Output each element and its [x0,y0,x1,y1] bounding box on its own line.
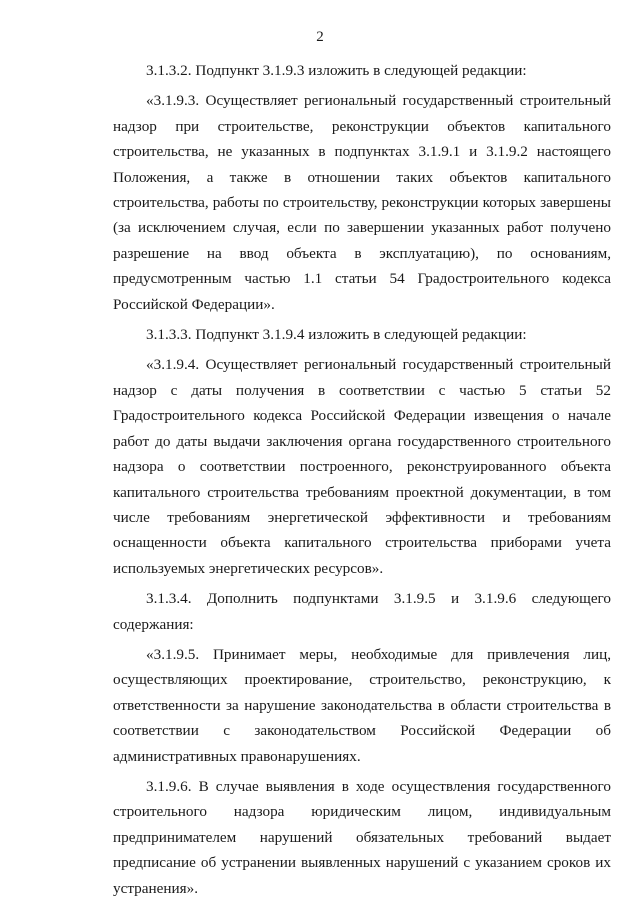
paragraph-3-1-3-2: 3.1.3.2. Подпункт 3.1.9.3 изложить в следующей редакции: [146,62,527,79]
paragraph-3-1-9-5: «3.1.9.5. Принимает меры, необходимые для привлечения лиц, осуществляющих проектирование, строительство, реконструкцию, к ответственности за нарушение законодательства в области строительства в соответствии с законодательством Российской Федерации об административных правонарушениях. [113,645,611,765]
document-body [113,58,611,901]
paragraph-3-1-3-4: 3.1.3.4. Дополнить подпунктами 3.1.9.5 и 3.1.9.6 следующего содержания: [113,590,611,633]
paragraph-3-1-3-3: 3.1.3.3. Подпункт 3.1.9.4 изложить в следующей редакции: [146,326,527,344]
paragraph-3-1-9-6: 3.1.9.6. В случае выявления в ходе осуществления государственного строительного надзора юридическим лицом, индивидуальным предпринимателем нарушений обязательных требований выдает предписание об устранении выявленных нарушений с указанием сроков их устранения». [113,777,611,897]
page-number: 2 [316,29,324,45]
paragraph-3-1-9-4: «3.1.9.4. Осуществляет региональный государственный строительный надзор с даты получения в соответствии с частью 5 статьи 52 Градостроительного кодекса Российской Федерации извещения о начале работ до даты выдачи заключения органа государственного строительного надзора о соответствии построенного, реконструированного объекта капитального строительства требованиям проектной документации, в том числе требованиям энергетической эффективности и требованиям оснащенности объекта капитального строительства приборами учета используемых энергетических ресурсов». [113,356,611,577]
paragraph-3-1-9-3: «3.1.9.3. Осуществляет региональный государственный строительный надзор при строительстве, реконструкции объектов капитального строительства, не указанных в подпунктах 3.1.9.1 и 3.1.9.2 настоящего Положения, а также в отношении таких объектов капитального строительства, работы по строительству, реконструкции которых завершены (за исключением случая, если по завершении указанных работ получено разрешение на ввод объекта в эксплуатацию), по основаниям, предусмотренным частью 1.1 статьи 54 Градостроительного кодекса Российской Федерации». [113,92,611,313]
